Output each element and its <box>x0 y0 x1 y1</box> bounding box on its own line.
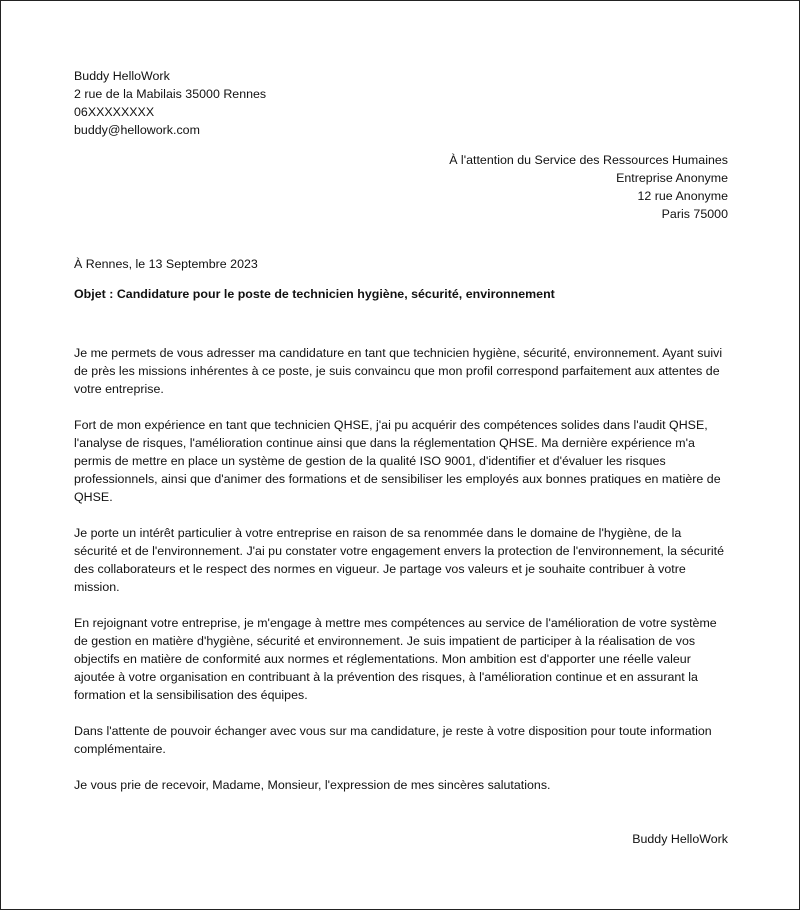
sender-address: 2 rue de la Mabilais 35000 Rennes <box>74 87 267 101</box>
body-paragraph-3: Je porte un intérêt particulier à votre entreprise en raison de sa renommée dans le domaine de l'hygiène, de la sécurité et de l'environnement. J'ai pu constater votre engagement envers la protection de l'environnement, la sécurité des collaborateurs et le respect des normes en vigueur. Je partage vos valeurs et je souhaite contribuer à votre mission. <box>74 526 725 594</box>
subject-line: Objet : Candidature pour le poste de technicien hygiène, sécurité, environnement <box>74 287 555 301</box>
body-paragraph-1: Je me permets de vous adresser ma candidature en tant que technicien hygiène, sécurité, environnement. Ayant suivi de près les missions inhérentes à ce poste, je suis convaincu que mon profil correspond parfaitement aux attentes de votre entreprise. <box>74 346 723 396</box>
date-line: À Rennes, le 13 Septembre 2023 <box>74 257 258 271</box>
sender-email: buddy@hellowork.com <box>74 123 200 137</box>
body-paragraph-2: Fort de mon expérience en tant que technicien QHSE, j'ai pu acquérir des compétences solides dans l'audit QHSE, l'analyse de risques, l'amélioration continue ainsi que dans la réglementation QHSE. Ma dernière expérience m'a permis de mettre en place un système de gestion de la qualité ISO 9001, d'identifier et d'évaluer les risques professionnels, ainsi que d'animer des formations et de sensibiliser les employés aux bonnes pratiques en matière de QHSE. <box>74 418 721 504</box>
recipient-block <box>74 151 728 223</box>
sender-name: Buddy HelloWork <box>74 69 170 83</box>
sender-block <box>74 67 728 139</box>
recipient-city: Paris 75000 <box>661 207 728 221</box>
recipient-company: Entreprise Anonyme <box>616 171 728 185</box>
sender-phone: 06XXXXXXXX <box>74 105 155 119</box>
body-paragraph-5: Dans l'attente de pouvoir échanger avec vous sur ma candidature, je reste à votre disposition pour toute information complémentaire. <box>74 724 712 756</box>
recipient-street: 12 rue Anonyme <box>637 189 728 203</box>
letter-content <box>74 67 728 848</box>
body-paragraph-4: En rejoignant votre entreprise, je m'engage à mettre mes compétences au service de l'amélioration de votre système de gestion en matière d'hygiène, sécurité et environnement. Je suis impatient de participer à la réalisation de vos objectifs en matière de conformité aux normes et réglementations. Mon ambition est d'apporter une réelle valeur ajoutée à votre organisation en contribuant à la prévention des risques, à l'amélioration continue et en assurant la formation et la sensibilisation des équipes. <box>74 616 717 702</box>
letter-body <box>74 344 728 794</box>
recipient-attention: À l'attention du Service des Ressources Humaines <box>449 153 728 167</box>
closing-line: Je vous prie de recevoir, Madame, Monsieur, l'expression de mes sincères salutations. <box>74 778 551 792</box>
signature: Buddy HelloWork <box>632 832 728 846</box>
